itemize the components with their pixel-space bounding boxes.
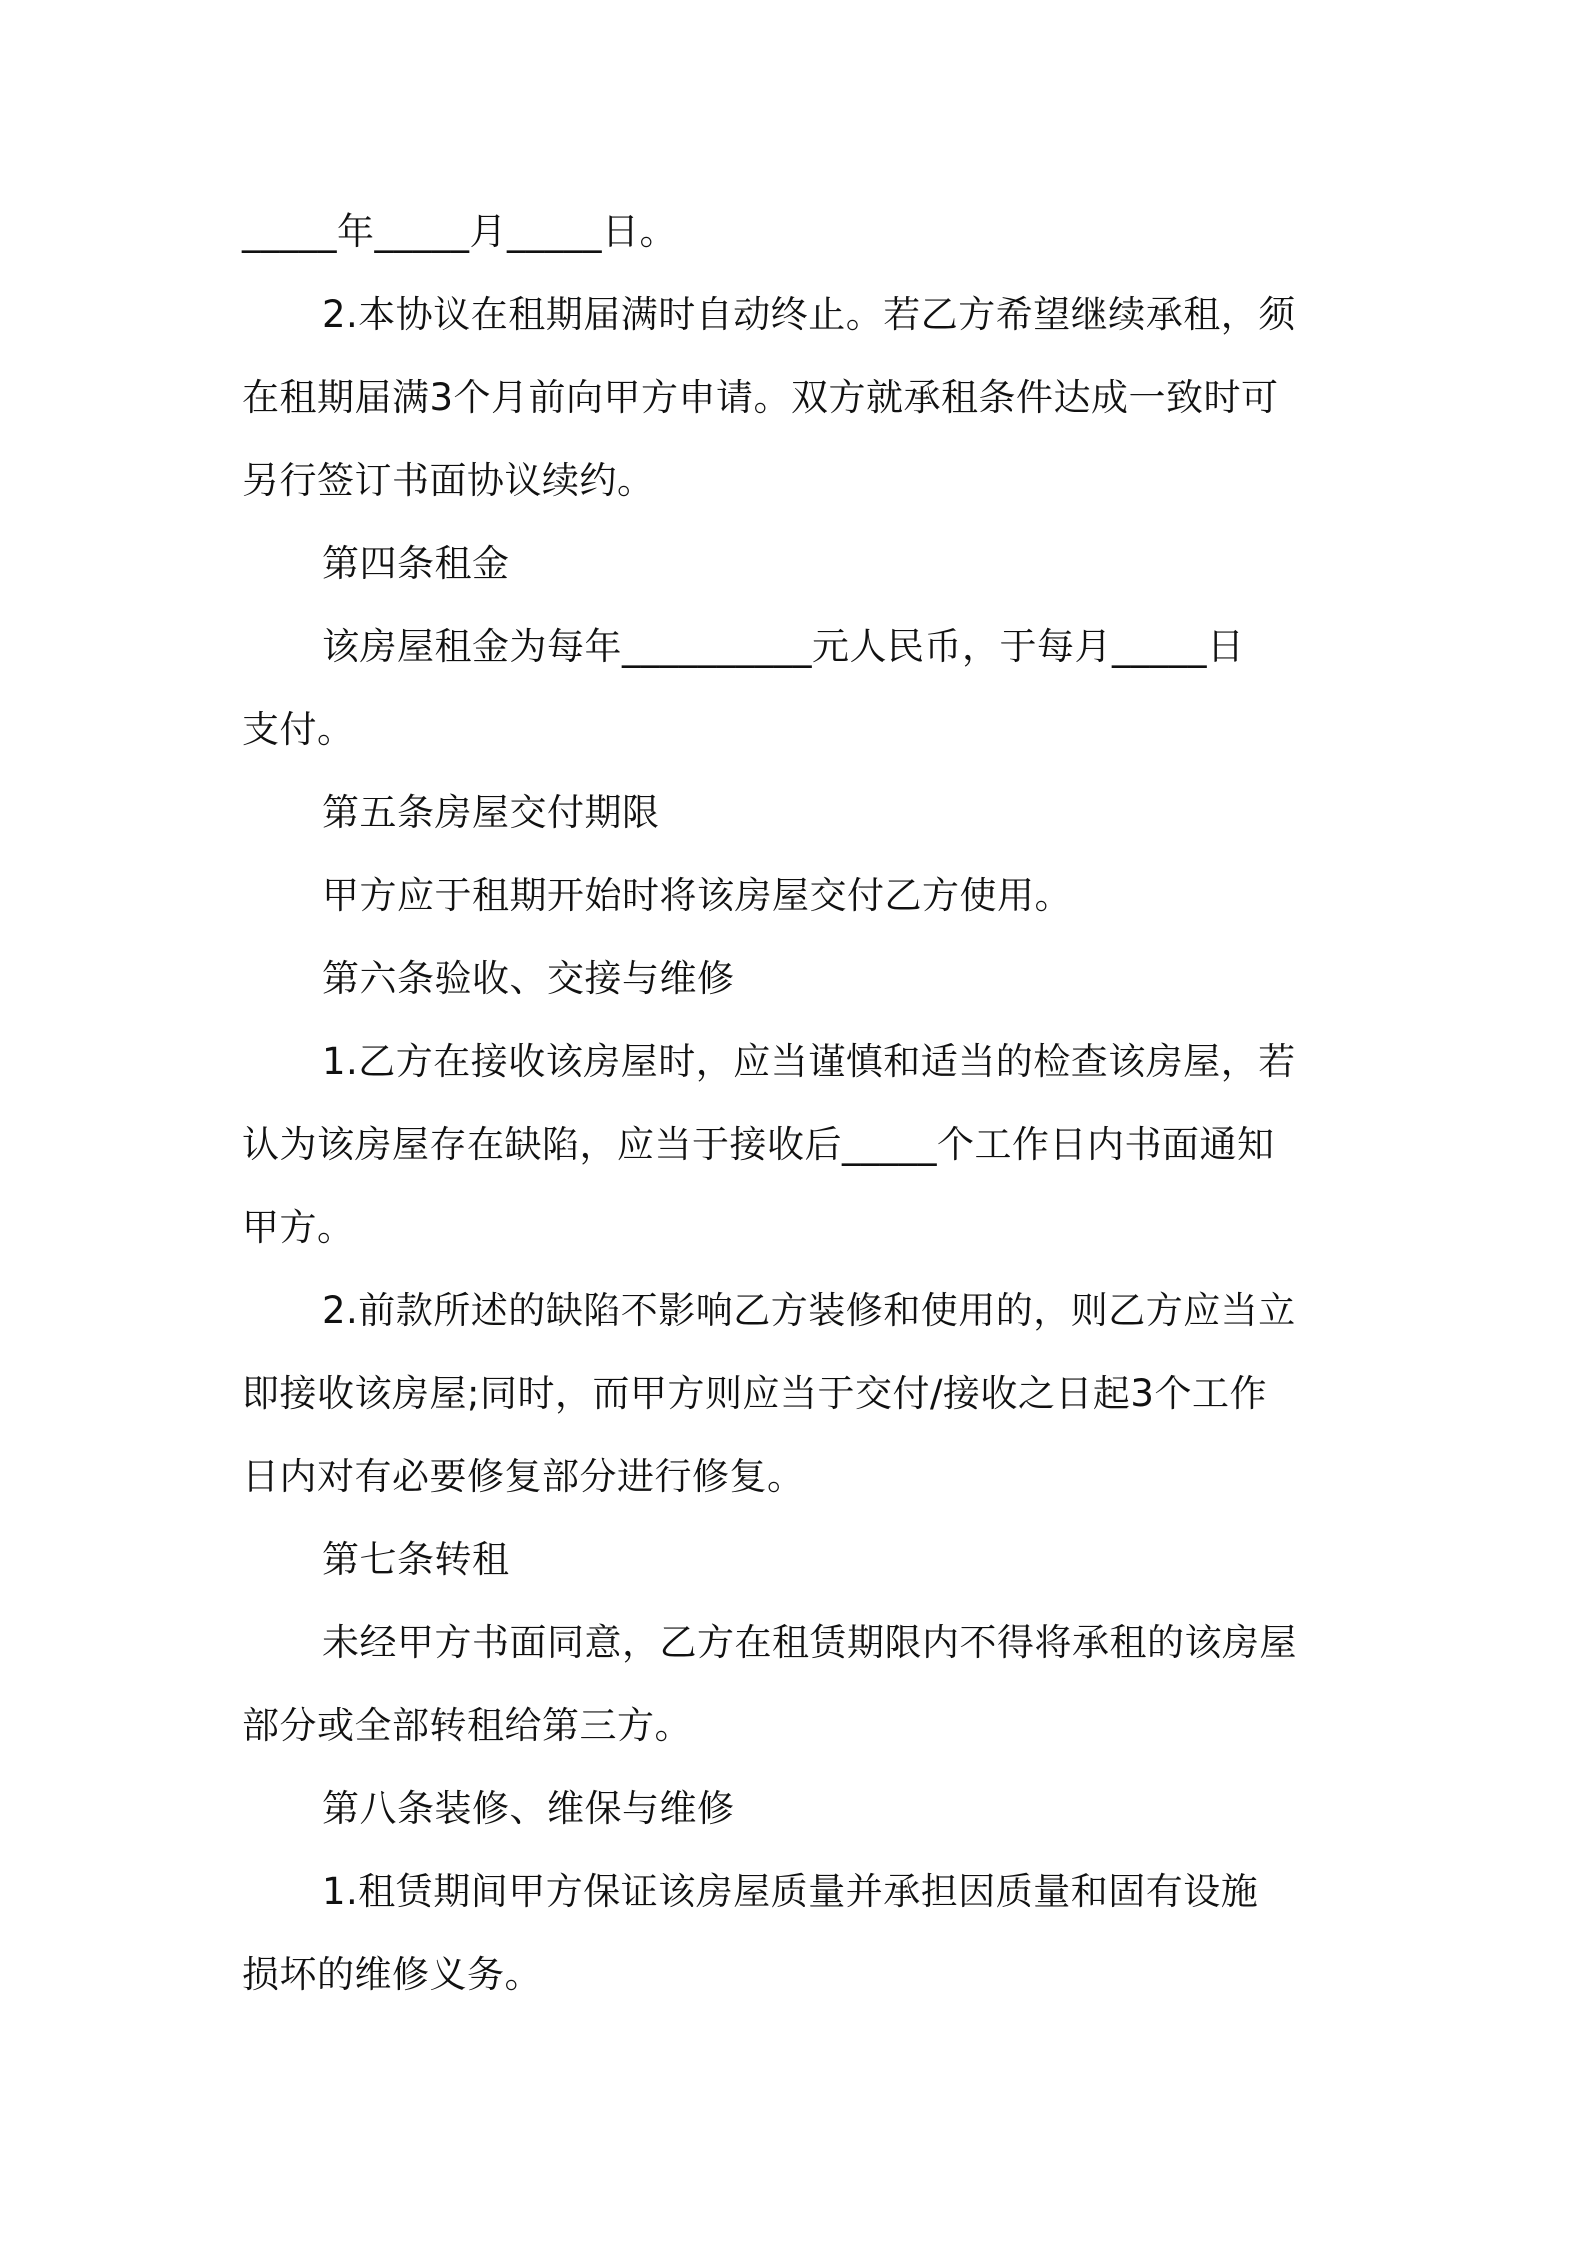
article-6-1-line-1: 1.乙方在接收该房屋时，应当谨慎和适当的检查该房屋，若 (322, 1040, 1296, 1083)
article-7-heading: 第七条转租 (322, 1538, 510, 1581)
article-7-line-2: 部分或全部转租给第三方。 (242, 1704, 692, 1747)
document-body (242, 190, 1357, 2016)
article-8-1-line-1: 1.租赁期间甲方保证该房屋质量并承担因质量和固有设施 (322, 1870, 1259, 1913)
article-6-2-line-2: 即接收该房屋;同时，而甲方则应当于交付/接收之日起3个工作 (242, 1372, 1267, 1415)
article-4-heading: 第四条租金 (322, 542, 510, 585)
article-4-line-2: 支付。 (242, 708, 355, 751)
article-6-2-line-3: 日内对有必要修复部分进行修复。 (242, 1455, 805, 1498)
article-8-heading: 第八条装修、维保与维修 (322, 1787, 735, 1830)
article-8-1-line-2: 损坏的维修义务。 (242, 1953, 542, 1996)
article-4-line-1: 该房屋租金为每年__________元人民币，于每月_____日 (322, 625, 1245, 668)
article-6-2-line-1: 2.前款所述的缺陷不影响乙方装修和使用的，则乙方应当立 (322, 1289, 1296, 1332)
article-6-1-line-3: 甲方。 (242, 1206, 355, 1249)
article-5-heading: 第五条房屋交付期限 (322, 791, 660, 834)
article-5-line-1: 甲方应于租期开始时将该房屋交付乙方使用。 (322, 874, 1072, 917)
clause-3-2-line-2: 在租期届满3个月前向甲方申请。双方就承租条件达成一致时可 (242, 376, 1279, 419)
clause-3-2-line-3: 另行签订书面协议续约。 (242, 459, 655, 502)
article-6-1-line-2: 认为该房屋存在缺陷，应当于接收后_____个工作日内书面通知 (242, 1123, 1275, 1166)
article-6-heading: 第六条验收、交接与维修 (322, 957, 735, 1000)
article-7-line-1: 未经甲方书面同意，乙方在租赁期限内不得将承租的该房屋 (322, 1621, 1297, 1664)
clause-3-2-line-1: 2.本协议在租期届满时自动终止。若乙方希望继续承租，须 (322, 293, 1296, 336)
date-fill-line: _____年_____月_____日。 (242, 210, 677, 253)
